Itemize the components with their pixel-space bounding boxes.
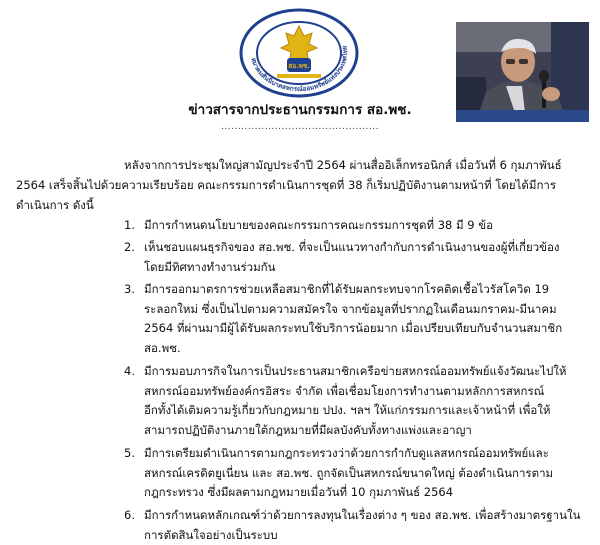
intro-line: ดำเนินการ ดังนี้ [16, 195, 588, 215]
item-line: มีการกำหนดนโยบายของคณะกรรมการคณะกรรมการชุดที่ 38 มี 9 ข้อ [144, 216, 590, 236]
item-line: ระลอกใหม่ ซึ่งเป็นไปตามความสมัครใจ จากข้อมูลที่ปรากฏในเดือนมกราคม-มีนาคม [144, 300, 590, 320]
item-number: 3. [124, 280, 135, 300]
item-text [144, 444, 590, 503]
item-text [144, 238, 590, 277]
item-text [144, 506, 590, 545]
item-text [144, 280, 590, 358]
item-line: มีการกำหนดหลักเกณฑ์ว่าด้วยการลงทุนในเรื่องต่าง ๆ ของ สอ.พช. เพื่อสร้างมาตรฐานใน [144, 506, 590, 526]
item-text [144, 362, 590, 440]
item-number: 1. [124, 216, 135, 236]
intro-paragraph [16, 155, 588, 215]
item-number: 5. [124, 444, 135, 464]
item-line: สหกรณ์เครดิตยูเนี่ยน และ สอ.พช. ถูกจัดเป็นสหกรณ์ขนาดใหญ่ ต้องดำเนินการตาม [144, 464, 590, 484]
intro-line: หลังจากการประชุมใหญ่สามัญประจำปี 2564 ผ่านสื่ออิเล็กทรอนิกส์ เมื่อวันที่ 6 กุมภาพันธ์ [16, 155, 588, 175]
association-seal-icon [237, 8, 361, 98]
item-number: 4. [124, 362, 135, 382]
item-text [144, 216, 590, 236]
item-line: โดยมีทิศทางทำงานร่วมกัน [144, 258, 590, 278]
item-line: เห็นชอบแผนธุรกิจของ สอ.พช. ที่จะเป็นแนวทางกำกับการดำเนินงานของผู้ที่เกี่ยวข้อง [144, 238, 590, 258]
item-number: 2. [124, 238, 135, 258]
item-line: สามารถปฏิบัติงานภายใต้กฎหมายที่มีผลบังคับทั้งทางแพ่งและอาญา [144, 421, 590, 441]
item-line: สหกรณ์ออมทรัพย์องค์กรอิสระ จำกัด เพื่อเชื่อมโยงการทำงานตามหลักการสหกรณ์ [144, 382, 590, 402]
association-logo [237, 8, 361, 98]
item-line: อีกทั้งได้เติมความรู้เกี่ยวกับกฎหมาย ปปง. ฯลฯ ให้แก่กรรมการและเจ้าหน้าที่ เพื่อให้ [144, 401, 590, 421]
item-line: กฎกระทรวง ซึ่งมีผลตามกฎหมายเมื่อวันที่ 10 กุมภาพันธ์ 2564 [144, 483, 590, 503]
svg-text:สอ.พช.: สอ.พช. [288, 62, 310, 70]
item-line: มีการมอบภารกิจในการเป็นประธานสมาชิกเครือข่ายสหกรณ์ออมทรัพย์แจ้งวัฒนะไปให้ [144, 362, 590, 382]
title-divider: ............................................... [0, 122, 600, 132]
item-line: มีการเตรียมดำเนินการตามกฎกระทรวงว่าด้วยการกำกับดูแลสหกรณ์ออมทรัพย์และ [144, 444, 590, 464]
item-line: สอ.พช. [144, 339, 590, 359]
item-line: 2564 ที่ผ่านมามีผู้ได้รับผลกระทบใช้บริการน้อยมาก เมื่อเปรียบเทียบกับจำนวนสมาชิก [144, 319, 590, 339]
page-title: ข่าวสารจากประธานกรรมการ สอ.พช. [0, 98, 600, 120]
item-line: มีการออกมาตรการช่วยเหลือสมาชิกที่ได้รับผลกระทบจากโรคติดเชื้อไวรัสโควิด 19 [144, 280, 590, 300]
svg-text:สมาคมสันนิบาตสหกรณ์ออมทรัพย์แห: สมาคมสันนิบาตสหกรณ์ออมทรัพย์แห่งประเทศไทย [249, 45, 349, 93]
intro-line: 2564 เสร็จสิ้นไปด้วยความเรียบร้อย คณะกรรมการดำเนินการชุดที่ 38 ก็เริ่มปฏิบัติงานตามหน้าที่ โดยได้มีการ [16, 175, 588, 195]
item-number: 6. [124, 506, 135, 526]
item-line: การตัดสินใจอย่างเป็นระบบ [144, 526, 590, 545]
